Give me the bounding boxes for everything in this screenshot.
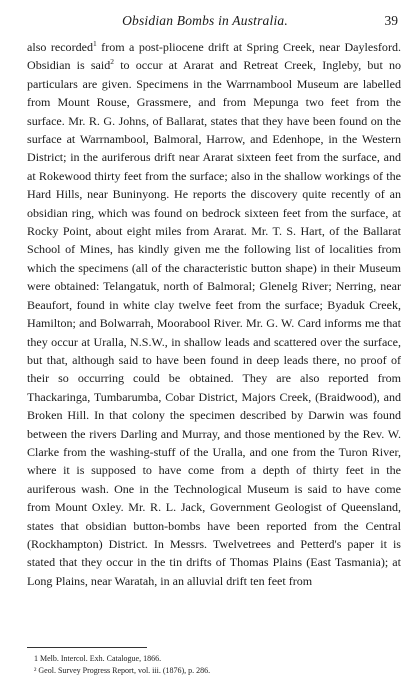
footnote-item: 1 Melb. Intercol. Exh. Catalogue, 1866. (34, 654, 162, 663)
footnote-divider (27, 647, 147, 648)
running-title: Obsidian Bombs in Australia. (122, 13, 288, 28)
body-text-segment: from a post-pliocene drift at Spring Creek, near Daylesford. Obsidian is said (27, 40, 401, 73)
footnote-ref-2: 2 (110, 57, 115, 67)
footnotes (34, 653, 394, 676)
footnote-ref-1: 1 (92, 38, 97, 48)
footnote-item: ² Geol. Survey Progress Report, vol. iii. (1876), p. 286. (34, 665, 211, 675)
page-number: 39 (384, 13, 398, 28)
body-paragraph (27, 38, 401, 590)
body-text-segment: also recorded (27, 40, 93, 54)
body-text-segment: to occur at Ararat and Retreat Creek, Ingleby, but no particulars are given. Specimens in the Warrnambool Museum are labelled from Mount Rouse, Grassmere, and from Mepunga two feet from the surface. Mr. R. G. Johns, of Ballarat, states that they have been found on the surface at Warrnambool, Balmoral, Harrow, and Edenhope, in the Western District; in the auriferous drift near Ararat sixteen feet from the surface, and at Rokewood thirty feet from the surface; also in the shallow workings of the Hard Hills, near Buninyong. He reports the discovery quite recently of an obsidian ring, which was found on bedrock sixteen feet from the surface, at Rocky Point, about eight miles from Ararat. Mr. T. S. Hart, of the Ballarat School of Mines, has kindly given me the following list of localities from which the specimens (all of the characteristic button shape) in their Museum were obtained: Telangatuk, north of Balmoral; Glenelg River; Nerring, near Beaufort, found in white clay twelve feet from the surface; Byaduk Creek, Hamilton; and Bolwarrah, Moorabool River. Mr. G. W. Card informs me that they occur at Uralla, N.S.W., in shallow leads and scattered over the surface, but that, although said to have been found in deep leads there, no proof of their so occurring could be obtained. They are also reported from Thackaringa, Tumbarumba, Cobar District, Majors Creek, (Braidwood), and Broken Hill. In that colony the specimen described by Darwin was found between the rivers Darling and Murray, and those mentioned by the Rev. W. Clarke from the washing-stuff of the Uralla, and one from the Turon River, where it is supposed to have come from a depth of thirty feet in the auriferous wash. One in the Technological Museum is said to have come from Mount Oxley. Mr. R. L. Jack, Government Geologist of Queensland, states that obsidian button-bombs have been reported from the Central (Rockhampton) District. In Messrs. Twelvetrees and Petterd's paper it is stated that they occur in the tin drifts of Thomas Plains (East Tasmania); at Long Plains, near Waratah, in an alluvial drift ten feet from (27, 58, 401, 588)
